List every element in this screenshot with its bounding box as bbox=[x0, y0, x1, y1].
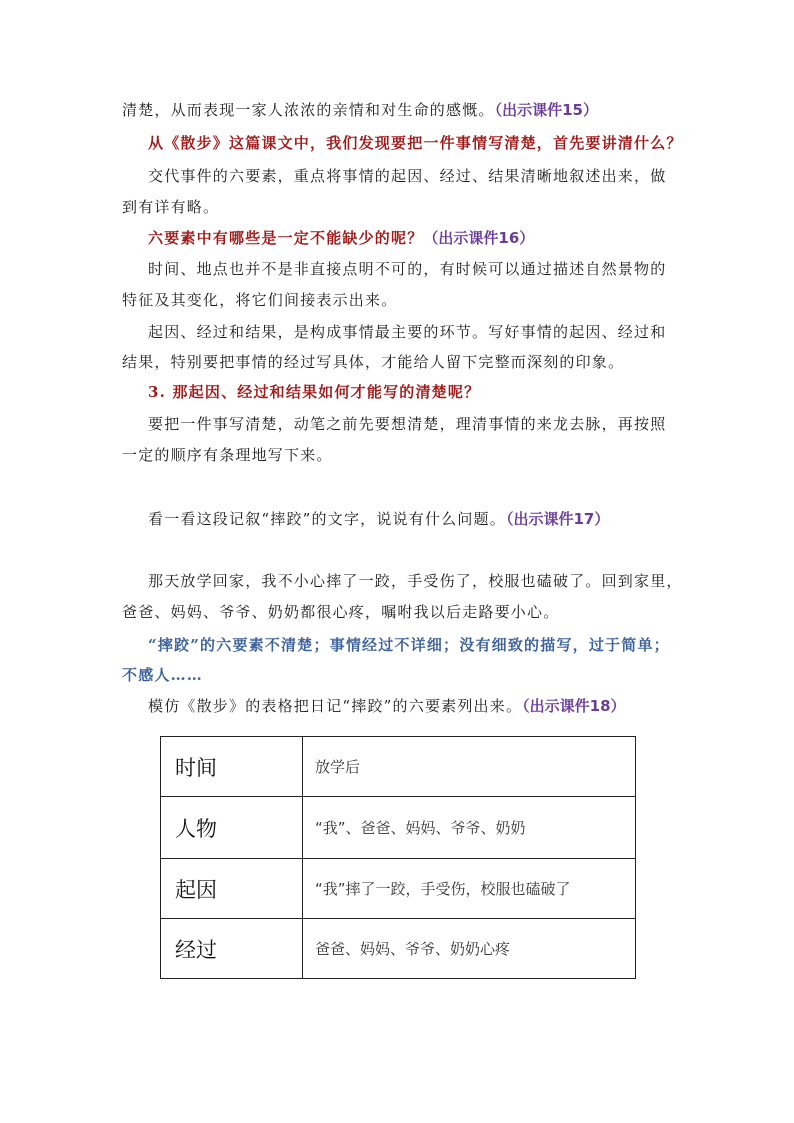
answer-line: “摔跤”的六要素不清楚；事情经过不详细；没有细致的描写，过于简单； bbox=[148, 636, 670, 654]
paragraph-line: 一定的顺序有条理地写下来。 bbox=[122, 446, 333, 464]
element-label: 时间 bbox=[161, 737, 303, 797]
element-label: 经过 bbox=[161, 919, 303, 979]
element-value: 爸爸、妈妈、爷爷、奶奶心疼 bbox=[303, 919, 636, 979]
table-row bbox=[161, 859, 636, 919]
courseware-reference: （出示课件17） bbox=[505, 510, 610, 528]
paragraph-line: 特征及其变化，将它们间接表示出来。 bbox=[122, 291, 398, 309]
table-row bbox=[161, 737, 636, 797]
text: 清楚，从而表现一家人浓浓的亲情和对生命的感慨。 bbox=[122, 101, 495, 119]
sample-text-line: 那天放学回家，我不小心摔了一跤，手受伤了，校服也磕破了。回到家里， bbox=[148, 572, 683, 590]
paragraph-line bbox=[122, 100, 598, 120]
paragraph-line bbox=[148, 696, 626, 716]
sample-text-line: 爸爸、妈妈、爷爷、奶奶都很心疼，嘱咐我以后走路要小心。 bbox=[122, 603, 560, 621]
text: 看一看这段记叙“摔跤”的文字，说说有什么问题。 bbox=[148, 510, 506, 528]
question-line: 从《散步》这篇课文中，我们发现要把一件事情写清楚，首先要讲清什么？ bbox=[148, 134, 683, 152]
paragraph-line bbox=[148, 509, 609, 529]
courseware-reference: （出示课件18） bbox=[522, 697, 626, 715]
paragraph-line: 要把一件事写清楚，动笔之前先要想清楚，理清事情的来龙去脉，再按照 bbox=[148, 415, 667, 433]
element-label: 人物 bbox=[161, 797, 303, 859]
element-label: 起因 bbox=[161, 859, 303, 919]
paragraph-line: 交代事件的六要素，重点将事情的起因、经过、结果清晰地叙述出来，做 bbox=[148, 167, 667, 185]
question-line: 3. 那起因、经过和结果如何才能写的清楚呢？ bbox=[148, 383, 481, 401]
text: 六要素中有哪些是一定不能缺少的呢？ bbox=[148, 229, 424, 247]
question-line bbox=[148, 228, 534, 248]
text: 模仿《散步》的表格把日记“摔跤”的六要素列出来。 bbox=[148, 697, 523, 715]
courseware-reference: （出示课件15） bbox=[494, 101, 598, 119]
answer-line: 不感人…… bbox=[122, 666, 204, 684]
paragraph-line: 起因、经过和结果，是构成事情最主要的环节。写好事情的起因、经过和 bbox=[148, 323, 667, 341]
element-value: 放学后 bbox=[303, 737, 636, 797]
paragraph-line: 到有详有略。 bbox=[122, 198, 220, 216]
six-elements-table bbox=[160, 736, 636, 979]
element-value: “我”、爸爸、妈妈、爷爷、奶奶 bbox=[303, 797, 636, 859]
table-row bbox=[161, 919, 636, 979]
courseware-reference: （出示课件16） bbox=[423, 229, 535, 247]
element-value: “我”摔了一跤，手受伤，校服也磕破了 bbox=[303, 859, 636, 919]
paragraph-line: 时间、地点也并不是非直接点明不可的，有时候可以通过描述自然景物的 bbox=[148, 260, 667, 278]
table-row bbox=[161, 797, 636, 859]
paragraph-line: 结果，特别要把事情的经过写具体，才能给人留下完整而深刻的印象。 bbox=[122, 353, 625, 371]
